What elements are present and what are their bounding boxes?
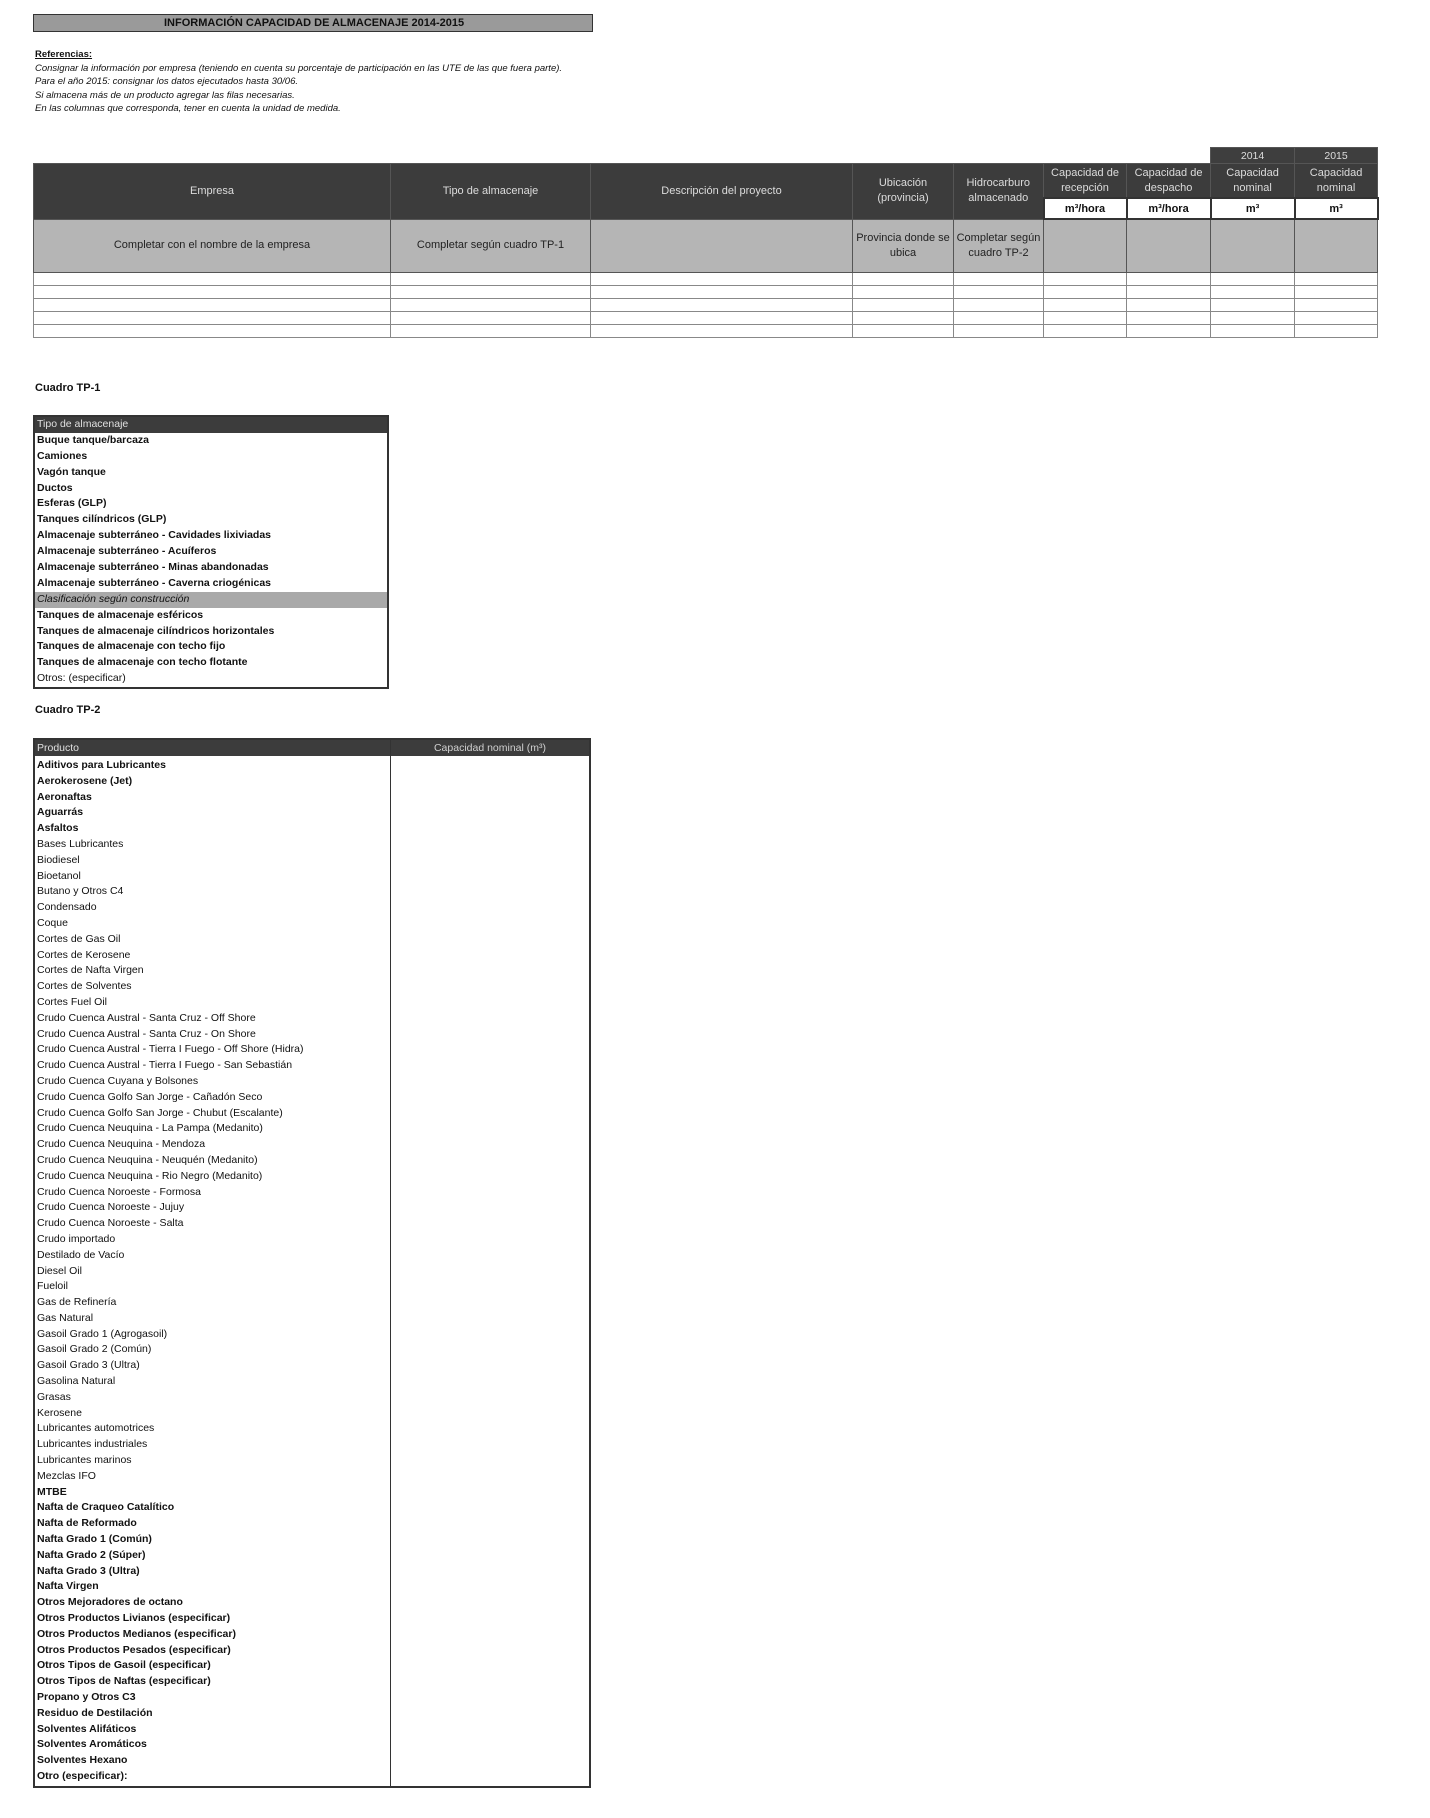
list-item: Cortes Fuel Oil: [37, 995, 108, 1008]
page-title: INFORMACIÓN CAPACIDAD DE ALMACENAJE 2014-2015: [33, 14, 593, 32]
reference-line: Consignar la información por empresa (teniendo en cuenta su porcentaje de participación en las UTE de las que fuera parte).: [35, 62, 563, 74]
cell-nominal-2015[interactable]: [1295, 219, 1378, 273]
list-item: Almacenaje subterráneo - Caverna criogénicas: [37, 576, 272, 589]
list-item: Grasas: [37, 1390, 71, 1403]
list-item: Mezclas IFO: [37, 1469, 96, 1482]
list-item: Otros Productos Pesados (especificar): [37, 1643, 231, 1656]
storage-capacity-table: [33, 147, 1379, 338]
col-cap-nominal-2014: Capacidad nominal: [1211, 164, 1295, 199]
list-item: Crudo Cuenca Golfo San Jorge - Chubut (Escalante): [37, 1106, 283, 1119]
list-item: Gas Natural: [37, 1311, 94, 1324]
list-item: Coque: [37, 916, 68, 929]
col-hidrocarburo: Hidrocarburo almacenado: [954, 164, 1044, 220]
reference-line: En las columnas que corresponda, tener en cuenta la unidad de medida.: [35, 103, 341, 115]
list-item: Gasolina Natural: [37, 1375, 116, 1388]
cell-recepcion[interactable]: [1044, 219, 1127, 273]
list-item: Cortes de Gas Oil: [37, 932, 121, 945]
list-item: Crudo Cuenca Austral - Santa Cruz - Off Shore: [37, 1011, 256, 1024]
list-item: Otros Mejoradores de octano: [37, 1596, 183, 1609]
list-item: Nafta Virgen: [37, 1580, 99, 1593]
list-item: Aerokerosene (Jet): [37, 774, 133, 787]
list-item: Solventes Alifáticos: [37, 1722, 137, 1735]
tp1-other: Otros: (especificar): [37, 672, 126, 685]
year-2015-header: 2015: [1295, 148, 1378, 164]
list-item: Vagón tanque: [37, 465, 106, 478]
list-item: Tanques de almacenaje cilíndricos horizontales: [37, 624, 275, 637]
references-heading: Referencias:: [35, 49, 93, 60]
list-item: Cortes de Solventes: [37, 980, 132, 993]
list-item: Destilado de Vacío: [37, 1248, 125, 1261]
list-item: Crudo Cuenca Cuyana y Bolsones: [37, 1074, 199, 1087]
list-item: Gasoil Grado 1 (Agrogasoil): [37, 1327, 168, 1340]
unit-recepcion: m³/hora: [1044, 198, 1127, 219]
unit-despacho: m³/hora: [1127, 198, 1211, 219]
tp1-caption: Cuadro TP-1: [35, 382, 101, 394]
list-item: Lubricantes marinos: [37, 1454, 132, 1467]
table-row: [34, 299, 1378, 312]
table-row: [34, 312, 1378, 325]
list-item: Crudo Cuenca Noroeste - Salta: [37, 1217, 184, 1230]
unit-nominal-2014: m³: [1211, 198, 1295, 219]
tp1-section: Clasificación según construcción: [35, 592, 387, 608]
list-item: Kerosene: [37, 1406, 82, 1419]
list-item: Nafta Grado 1 (Común): [37, 1533, 152, 1546]
list-item: Nafta de Craqueo Catalítico: [37, 1501, 175, 1514]
tp2-table: [33, 738, 591, 1788]
col-cap-recepcion: Capacidad de recepción: [1044, 164, 1127, 199]
list-item: Gasoil Grado 2 (Común): [37, 1343, 152, 1356]
list-item: Crudo Cuenca Austral - Tierra I Fuego - San Sebastián: [37, 1059, 293, 1072]
tp1-header: Tipo de almacenaje: [35, 417, 387, 433]
table-row: [34, 325, 1378, 338]
hint-empresa[interactable]: Completar con el nombre de la empresa: [34, 219, 391, 273]
list-item: Ductos: [37, 481, 73, 494]
list-item: Almacenaje subterráneo - Minas abandonadas: [37, 561, 269, 574]
hint-tipo[interactable]: Completar según cuadro TP-1: [391, 219, 591, 273]
list-item: Lubricantes industriales: [37, 1438, 148, 1451]
list-item: Otros Tipos de Gasoil (especificar): [37, 1659, 211, 1672]
cell-descripcion[interactable]: [591, 219, 853, 273]
col-ubicacion: Ubicación (provincia): [853, 164, 954, 220]
col-empresa: Empresa: [34, 164, 391, 220]
list-item: Bioetanol: [37, 869, 81, 882]
list-item: Tanques cilíndricos (GLP): [37, 513, 167, 526]
hint-ubicacion[interactable]: Provincia donde se ubica: [853, 219, 954, 273]
tp2-header-product: Producto: [37, 742, 80, 754]
tp2-product-list: [37, 758, 389, 1785]
list-item: Tanques de almacenaje con techo flotante: [37, 656, 248, 669]
list-item: Crudo Cuenca Neuquina - La Pampa (Medanito): [37, 1122, 263, 1135]
list-item: Residuo de Destilación: [37, 1706, 153, 1719]
list-item: Almacenaje subterráneo - Cavidades lixiviadas: [37, 529, 272, 542]
list-item: Crudo Cuenca Noroeste - Formosa: [37, 1185, 201, 1198]
list-item: Gasoil Grado 3 (Ultra): [37, 1359, 140, 1372]
list-item: Propano y Otros C3: [37, 1691, 136, 1704]
list-item: Solventes Hexano: [37, 1754, 128, 1767]
list-item: Esferas (GLP): [37, 497, 107, 510]
list-item: Nafta Grado 2 (Súper): [37, 1548, 146, 1561]
list-item: Aguarrás: [37, 806, 84, 819]
list-item: Condensado: [37, 901, 97, 914]
list-item: Solventes Aromáticos: [37, 1738, 147, 1751]
hint-hidrocarburo[interactable]: Completar según cuadro TP-2: [954, 219, 1044, 273]
references-block: [35, 48, 795, 116]
list-item: Cortes de Nafta Virgen: [37, 964, 144, 977]
list-item: Crudo Cuenca Golfo San Jorge - Cañadón Seco: [37, 1090, 263, 1103]
col-tipo-almacenaje: Tipo de almacenaje: [391, 164, 591, 220]
list-item: Otros Productos Medianos (especificar): [37, 1627, 236, 1640]
list-item: Biodiesel: [37, 853, 80, 866]
list-item: Gas de Refinería: [37, 1296, 117, 1309]
tp1-items: [35, 433, 387, 592]
col-cap-despacho: Capacidad de despacho: [1127, 164, 1211, 199]
list-item: Otros Tipos de Naftas (especificar): [37, 1675, 211, 1688]
list-item: Almacenaje subterráneo - Acuíferos: [37, 545, 217, 558]
list-item: Crudo Cuenca Neuquina - Mendoza: [37, 1138, 206, 1151]
list-item: Otro (especificar):: [37, 1770, 128, 1782]
list-item: Tanques de almacenaje con techo fijo: [37, 640, 226, 653]
tp2-caption: Cuadro TP-2: [35, 704, 101, 716]
table-row: [34, 273, 1378, 286]
col-descripcion: Descripción del proyecto: [591, 164, 853, 220]
list-item: Crudo Cuenca Austral - Tierra I Fuego - Off Shore (Hidra): [37, 1043, 304, 1056]
list-item: Diesel Oil: [37, 1264, 82, 1277]
list-item: Aeronaftas: [37, 790, 92, 803]
list-item: Crudo Cuenca Neuquina - Neuquén (Medanito): [37, 1153, 258, 1166]
list-item: Crudo Cuenca Noroeste - Jujuy: [37, 1201, 185, 1214]
reference-line: Para el año 2015: consignar los datos ejecutados hasta 30/06.: [35, 76, 299, 88]
cell-despacho[interactable]: [1127, 219, 1211, 273]
table-row: [34, 286, 1378, 299]
list-item: MTBE: [37, 1485, 67, 1498]
list-item: Bases Lubricantes: [37, 837, 124, 850]
list-item: Otros Productos Livianos (especificar): [37, 1612, 231, 1625]
list-item: Crudo Cuenca Austral - Santa Cruz - On Shore: [37, 1027, 256, 1040]
list-item: Nafta de Reformado: [37, 1517, 137, 1530]
list-item: Aditivos para Lubricantes: [37, 759, 166, 771]
list-item: Cortes de Kerosene: [37, 948, 131, 961]
cell-nominal-2014[interactable]: [1211, 219, 1295, 273]
list-item: Crudo importado: [37, 1232, 116, 1245]
list-item: Tanques de almacenaje esféricos: [37, 608, 204, 621]
list-item: Crudo Cuenca Neuquina - Rio Negro (Medanito): [37, 1169, 263, 1182]
year-2014-header: 2014: [1211, 148, 1295, 164]
col-cap-nominal-2015: Capacidad nominal: [1295, 164, 1378, 199]
list-item: Nafta Grado 3 (Ultra): [37, 1564, 140, 1577]
list-item: Asfaltos: [37, 822, 79, 835]
unit-nominal-2015: m³: [1295, 198, 1378, 219]
tp2-header-capacity: Capacidad nominal (m³): [433, 742, 547, 754]
list-item: Lubricantes automotrices: [37, 1422, 155, 1435]
list-item: Fueloil: [37, 1280, 68, 1293]
list-item: Camiones: [37, 449, 88, 462]
tp1-items-construction: [35, 608, 387, 672]
list-item: Buque tanque/barcaza: [37, 433, 150, 446]
list-item: Butano y Otros C4: [37, 885, 124, 898]
reference-line: Si almacena más de un producto agregar las filas necesarias.: [35, 89, 295, 101]
tp1-list: [33, 415, 389, 689]
